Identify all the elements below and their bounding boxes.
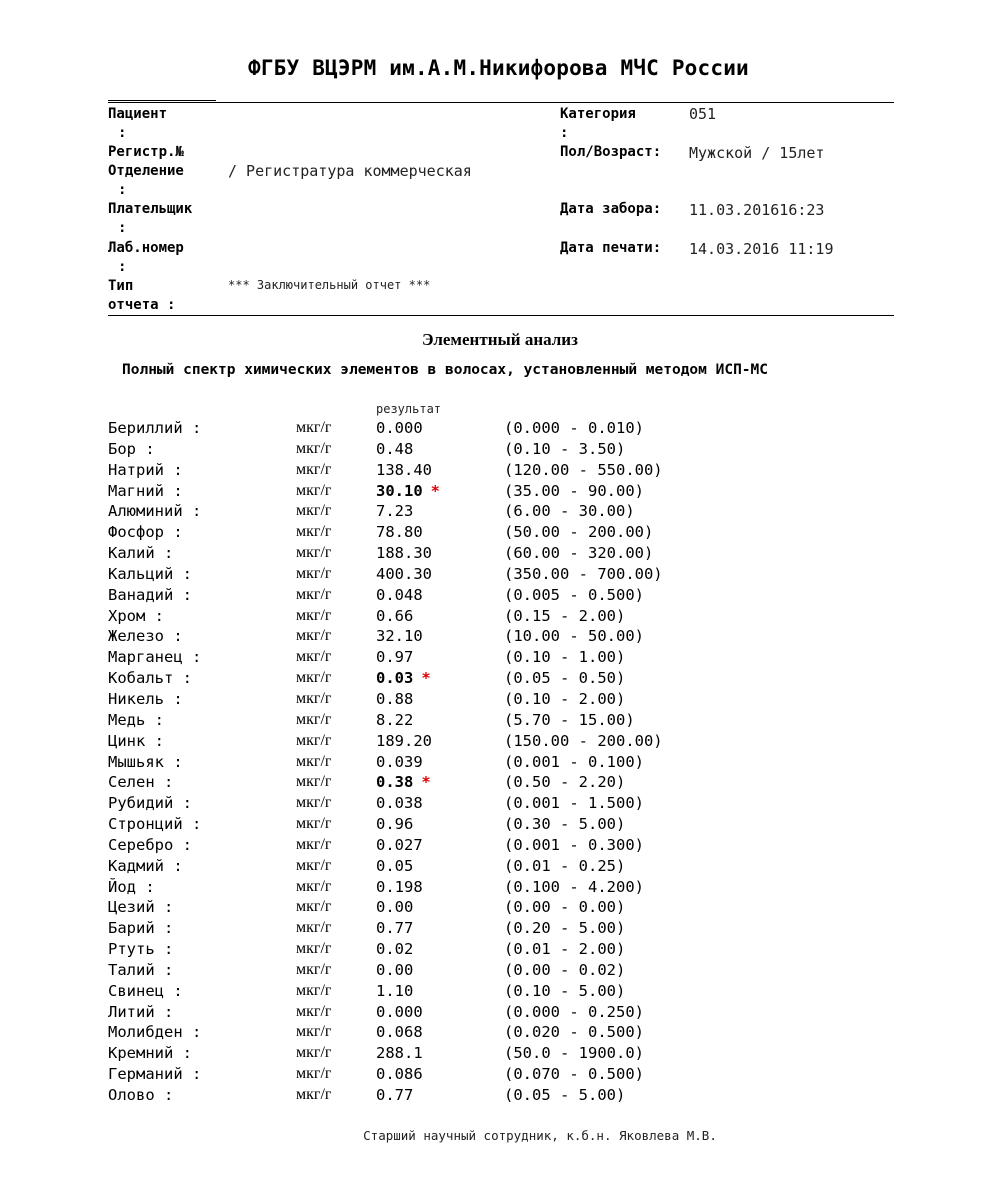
unit: мкг/г: [296, 564, 332, 582]
table-row: [0, 627, 1000, 648]
element-name: Медь :: [108, 710, 164, 729]
element-name: Натрий :: [108, 460, 183, 479]
unit: мкг/г: [296, 898, 332, 916]
element-name: Цинк :: [108, 731, 164, 750]
reference-range: (10.00 - 50.00): [504, 627, 644, 646]
result-value: 0.02: [376, 940, 414, 959]
table-row: [0, 544, 1000, 565]
result-value: 0.77: [376, 919, 414, 938]
element-name: Селен :: [108, 773, 174, 792]
reference-range: (0.005 - 0.500): [504, 585, 644, 604]
element-name: Йод :: [108, 877, 155, 896]
result-value: 8.22: [376, 710, 414, 729]
result-value-cell: [376, 1086, 413, 1104]
table-row: [0, 523, 1000, 544]
result-value-cell: [376, 544, 432, 562]
element-name: Барий :: [108, 919, 174, 938]
table-row: [0, 1065, 1000, 1086]
department-colon: :: [118, 182, 127, 198]
unit: мкг/г: [296, 731, 332, 749]
reference-range: (120.00 - 550.00): [504, 460, 663, 479]
element-name: Мышьяк :: [108, 752, 183, 771]
unit: мкг/г: [296, 419, 332, 436]
element-name: Талий :: [108, 960, 174, 979]
result-value: 0.048: [376, 585, 423, 604]
out-of-range-flag: *: [421, 773, 431, 792]
result-value: 189.20: [376, 731, 432, 750]
table-row: [0, 482, 1000, 503]
collection-date-value: 11.03.201616:23: [689, 201, 825, 219]
result-value-cell: [376, 940, 413, 958]
result-value-cell: [376, 773, 431, 791]
unit: мкг/г: [296, 877, 332, 895]
reference-range: (150.00 - 200.00): [504, 731, 663, 750]
reference-range: (0.00 - 0.02): [504, 960, 626, 979]
unit: мкг/г: [296, 940, 332, 958]
unit: мкг/г: [296, 544, 332, 562]
result-value: 0.77: [376, 1086, 414, 1104]
reference-range: (0.10 - 2.00): [504, 689, 626, 708]
table-row: [0, 961, 1000, 982]
result-value: 0.039: [376, 752, 423, 771]
result-value: 0.97: [376, 648, 414, 667]
department-value: / Регистратура коммерческая: [228, 162, 472, 180]
result-value-cell: [376, 565, 432, 583]
result-value-cell: [376, 732, 432, 750]
reference-range: (35.00 - 90.00): [504, 481, 644, 500]
unit: мкг/г: [296, 648, 332, 666]
element-name: Марганец :: [108, 648, 202, 667]
result-value-cell: [376, 711, 413, 729]
unit: мкг/г: [296, 689, 332, 707]
result-value: 30.10: [376, 481, 423, 500]
unit: мкг/г: [296, 856, 332, 874]
header-rule-short: [108, 100, 216, 101]
result-value-cell: [376, 523, 423, 541]
result-value: 188.30: [376, 544, 432, 563]
result-value: 0.00: [376, 960, 414, 979]
lab-number-colon: :: [118, 259, 127, 275]
element-name: Свинец :: [108, 981, 183, 1000]
unit: мкг/г: [296, 960, 332, 978]
element-name: Кадмий :: [108, 856, 183, 875]
reference-range: (0.10 - 3.50): [504, 439, 626, 458]
reg-number-label: Регистр.№: [108, 144, 184, 160]
organization-title: ФГБУ ВЦЭРМ им.А.М.Никифорова МЧС России: [248, 56, 749, 80]
reference-range: (0.001 - 0.300): [504, 835, 644, 854]
table-row: [0, 773, 1000, 794]
unit: мкг/г: [296, 523, 332, 541]
reference-range: (0.000 - 0.250): [504, 1002, 644, 1021]
result-value-cell: [376, 607, 413, 625]
table-row: [0, 878, 1000, 899]
element-name: Цезий :: [108, 898, 174, 917]
reference-range: (0.020 - 0.500): [504, 1023, 644, 1042]
result-value-cell: [376, 898, 413, 916]
table-row: [0, 461, 1000, 482]
reference-range: (0.50 - 2.20): [504, 773, 626, 792]
result-value-cell: [376, 419, 423, 437]
unit: мкг/г: [296, 481, 332, 499]
section-title: Элементный анализ: [422, 330, 578, 349]
result-value-cell: [376, 794, 423, 812]
table-row: [0, 502, 1000, 523]
table-row: [0, 607, 1000, 628]
element-name: Олово :: [108, 1086, 174, 1104]
out-of-range-flag: *: [430, 481, 441, 500]
reference-range: (0.070 - 0.500): [504, 1065, 644, 1084]
reference-range: (0.001 - 0.100): [504, 752, 644, 771]
category-colon: :: [560, 125, 569, 141]
result-value-cell: [376, 836, 423, 854]
element-name: Бериллий :: [108, 419, 202, 437]
element-name: Алюминий :: [108, 502, 202, 521]
table-row: [0, 1044, 1000, 1065]
result-value: 0.038: [376, 794, 423, 813]
table-row: [0, 815, 1000, 836]
result-value-cell: [376, 1044, 423, 1062]
collection-date-label: Дата забора:: [560, 201, 662, 217]
result-value-cell: [376, 919, 413, 937]
unit: мкг/г: [296, 1086, 332, 1103]
table-row: [0, 1086, 1000, 1107]
unit: мкг/г: [296, 460, 332, 478]
result-value: 0.03: [376, 669, 414, 688]
element-name: Стронций :: [108, 815, 202, 834]
result-value: 288.1: [376, 1044, 423, 1063]
result-value-cell: [376, 857, 413, 875]
result-value: 0.198: [376, 877, 423, 896]
reference-range: (0.15 - 2.00): [504, 606, 626, 625]
result-value-cell: [376, 586, 423, 604]
report-type-label-2: отчета :: [108, 297, 176, 313]
table-row: [0, 690, 1000, 711]
element-name: Германий :: [108, 1065, 202, 1084]
element-name: Железо :: [108, 627, 183, 646]
result-value-cell: [376, 648, 413, 666]
reference-range: (5.70 - 15.00): [504, 710, 635, 729]
element-name: Хром :: [108, 606, 164, 625]
unit: мкг/г: [296, 669, 332, 687]
result-value-cell: [376, 961, 413, 979]
unit: мкг/г: [296, 794, 332, 812]
unit: мкг/г: [296, 585, 332, 603]
unit: мкг/г: [296, 1044, 332, 1062]
reference-range: (0.100 - 4.200): [504, 877, 644, 896]
result-value: 0.068: [376, 1023, 423, 1042]
out-of-range-flag: *: [421, 669, 431, 688]
result-value: 0.38: [376, 773, 414, 792]
element-name: Никель :: [108, 689, 183, 708]
result-value-cell: [376, 1003, 423, 1021]
reference-range: (50.0 - 1900.0): [504, 1044, 644, 1063]
unit: мкг/г: [296, 919, 332, 937]
sex-age-value: Мужской / 15лет: [689, 144, 825, 162]
result-value-cell: [376, 440, 413, 458]
result-value-cell: [376, 753, 423, 771]
unit: мкг/г: [296, 606, 332, 624]
category-label: Категория: [560, 106, 636, 122]
result-value: 0.000: [376, 1002, 423, 1021]
header-bottom-rule: [108, 315, 894, 316]
element-name: Фосфор :: [108, 523, 183, 542]
unit: мкг/г: [296, 1065, 332, 1083]
result-value: 0.00: [376, 898, 414, 917]
table-row: [0, 669, 1000, 690]
element-name: Литий :: [108, 1002, 174, 1021]
result-value: 0.48: [376, 439, 414, 458]
payer-label: Плательщик: [108, 201, 193, 217]
table-row: [0, 732, 1000, 753]
element-name: Бор :: [108, 439, 155, 458]
signature-line: Старший научный сотрудник, к.б.н. Яковлева М.В.: [363, 1128, 717, 1143]
reference-range: (0.10 - 1.00): [504, 648, 626, 667]
result-value-cell: [376, 482, 440, 500]
result-value-cell: [376, 1065, 423, 1083]
unit: мкг/г: [296, 439, 332, 457]
category-value: 051: [689, 105, 717, 123]
unit: мкг/г: [296, 1002, 332, 1020]
result-value: 138.40: [376, 460, 432, 479]
element-name: Ванадий :: [108, 585, 192, 604]
results-table: [0, 419, 1000, 1107]
result-value-cell: [376, 502, 413, 520]
reference-range: (50.00 - 200.00): [504, 523, 654, 542]
result-value: 0.027: [376, 835, 423, 854]
element-name: Калий :: [108, 544, 174, 563]
table-row: [0, 1023, 1000, 1044]
result-value-cell: [376, 1023, 423, 1041]
result-value: 0.88: [376, 689, 414, 708]
department-label: Отделение: [108, 163, 184, 179]
table-row: [0, 1003, 1000, 1024]
result-column-header: результат: [376, 402, 442, 416]
result-value: 0.05: [376, 856, 414, 875]
result-value-cell: [376, 878, 423, 896]
reference-range: (0.20 - 5.00): [504, 919, 626, 938]
result-value: 0.96: [376, 815, 414, 834]
header-top-rule: [108, 102, 894, 103]
unit: мкг/г: [296, 502, 332, 520]
reference-range: (0.01 - 2.00): [504, 940, 626, 959]
element-name: Рубидий :: [108, 794, 192, 813]
result-value-cell: [376, 669, 431, 687]
table-row: [0, 794, 1000, 815]
lab-number-label: Лаб.номер: [108, 240, 184, 256]
result-value: 400.30: [376, 564, 432, 583]
unit: мкг/г: [296, 981, 332, 999]
table-row: [0, 419, 1000, 440]
table-row: [0, 940, 1000, 961]
result-value-cell: [376, 690, 413, 708]
result-value: 78.80: [376, 523, 423, 542]
unit: мкг/г: [296, 752, 332, 770]
report-type-value: *** Заключительный отчет ***: [228, 278, 431, 292]
reference-range: (60.00 - 320.00): [504, 544, 654, 563]
reference-range: (0.10 - 5.00): [504, 981, 626, 1000]
element-name: Ртуть :: [108, 940, 174, 959]
result-value: 0.086: [376, 1065, 423, 1084]
element-name: Кремний :: [108, 1044, 192, 1063]
table-row: [0, 982, 1000, 1003]
result-value-cell: [376, 815, 413, 833]
table-row: [0, 586, 1000, 607]
reference-range: (0.30 - 5.00): [504, 815, 626, 834]
result-value-cell: [376, 461, 432, 479]
sex-age-label: Пол/Возраст:: [560, 144, 662, 160]
table-row: [0, 753, 1000, 774]
unit: мкг/г: [296, 835, 332, 853]
table-row: [0, 440, 1000, 461]
element-name: Кальций :: [108, 564, 192, 583]
report-type-label: Тип: [108, 278, 134, 294]
table-row: [0, 857, 1000, 878]
element-name: Молибден :: [108, 1023, 202, 1042]
reference-range: (0.001 - 1.500): [504, 794, 644, 813]
table-row: [0, 711, 1000, 732]
element-name: Магний :: [108, 481, 183, 500]
patient-label: Пациент: [108, 106, 168, 122]
result-value-cell: [376, 982, 413, 1000]
reference-range: (350.00 - 700.00): [504, 564, 663, 583]
table-row: [0, 898, 1000, 919]
print-date-value: 14.03.2016 11:19: [689, 240, 834, 258]
unit: мкг/г: [296, 815, 332, 833]
unit: мкг/г: [296, 710, 332, 728]
table-row: [0, 919, 1000, 940]
analysis-subtitle: Полный спектр химических элементов в волосах, установленный методом ИСП-МС: [122, 362, 769, 378]
payer-colon: :: [118, 220, 127, 236]
reference-range: (0.05 - 5.00): [504, 1086, 626, 1104]
table-row: [0, 836, 1000, 857]
unit: мкг/г: [296, 1023, 332, 1041]
reference-range: (0.000 - 0.010): [504, 419, 644, 437]
unit: мкг/г: [296, 773, 332, 791]
result-value: 7.23: [376, 502, 414, 521]
reference-range: (0.01 - 0.25): [504, 856, 626, 875]
patient-colon: :: [118, 125, 127, 141]
reference-range: (0.05 - 0.50): [504, 669, 626, 688]
result-value: 0.000: [376, 419, 423, 437]
element-name: Серебро :: [108, 835, 192, 854]
table-row: [0, 565, 1000, 586]
result-value: 32.10: [376, 627, 423, 646]
reference-range: (6.00 - 30.00): [504, 502, 635, 521]
result-value: 0.66: [376, 606, 414, 625]
result-value: 1.10: [376, 981, 414, 1000]
result-value-cell: [376, 627, 423, 645]
print-date-label: Дата печати:: [560, 240, 662, 256]
reference-range: (0.00 - 0.00): [504, 898, 626, 917]
unit: мкг/г: [296, 627, 332, 645]
table-row: [0, 648, 1000, 669]
element-name: Кобальт :: [108, 669, 192, 688]
